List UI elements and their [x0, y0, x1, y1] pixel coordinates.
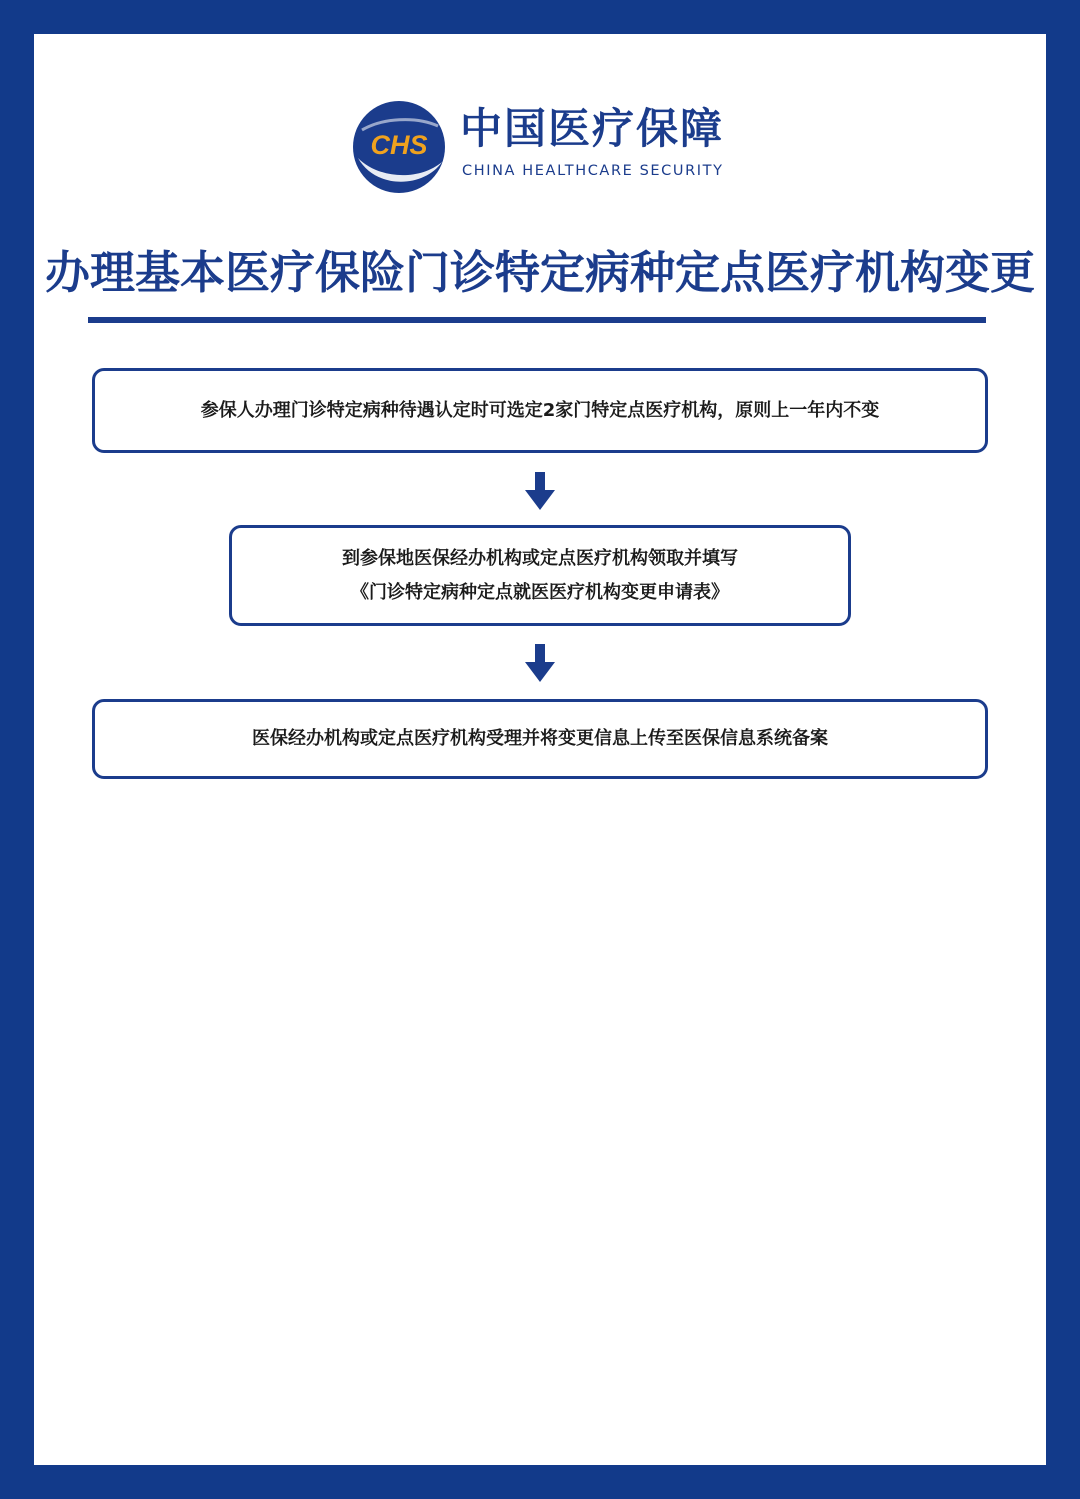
arrow-down-icon [525, 644, 555, 684]
chs-globe-logo-icon [352, 100, 446, 194]
flow-step-2-line-2: 《门诊特定病种定点就医医疗机构变更申请表》 [351, 581, 729, 603]
page-title: 办理基本医疗保险门诊特定病种定点医疗机构变更 [44, 246, 1035, 299]
flow-step-1-text: 参保人办理门诊特定病种待遇认定时可选定2家门特定点医疗机构，原则上一年内不变 [200, 399, 880, 421]
flow-step-3 [92, 699, 988, 779]
brand-name-en: CHINA HEALTHCARE SECURITY [462, 163, 724, 179]
poster-sheet [34, 34, 1046, 1465]
brand-name-cn: 中国医疗保障 [460, 104, 725, 153]
title-underline [88, 317, 986, 323]
brand-logo [352, 100, 772, 194]
emblem-text: CHS [370, 130, 428, 160]
flow-step-2-line-1: 到参保地医保经办机构或定点医疗机构领取并填写 [342, 548, 738, 570]
flow-step-1 [92, 368, 988, 453]
flow-step-3-text: 医保经办机构或定点医疗机构受理并将变更信息上传至医保信息系统备案 [252, 728, 828, 750]
flow-step-2 [229, 525, 851, 626]
arrow-down-icon [525, 472, 555, 512]
